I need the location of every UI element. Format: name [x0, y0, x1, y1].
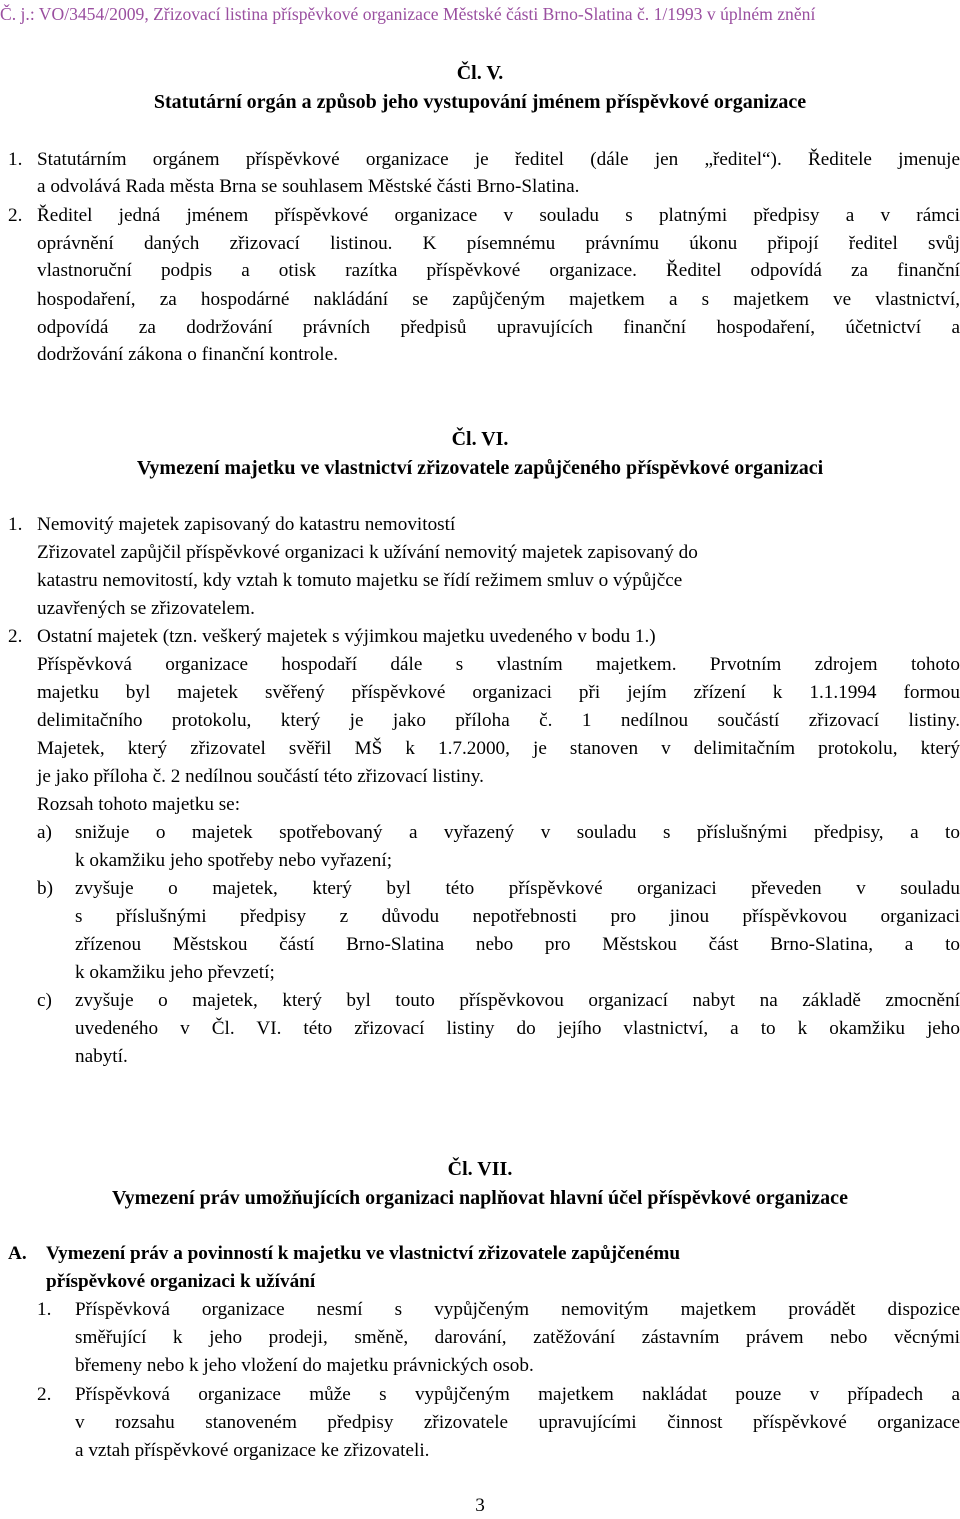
article-6-item-1-line: Zřizovatel zapůjčil příspěvkové organizaci k užívání nemovitý majetek zapisovaný do [37, 542, 698, 563]
section-a-item-1-number: 1. [37, 1299, 52, 1320]
article-5-title: Statutární orgán a způsob jeho vystupování jménem příspěvkové organizace [153, 91, 807, 113]
article-5-item-1-number: 1. [8, 149, 23, 170]
article-5-item-1-line: Statutárním orgánem příspěvkové organizace je ředitel (dále jen „ředitel“). Ředitele jmenuje [37, 149, 960, 170]
subitem-c-label: c) [37, 990, 52, 1011]
subitem-c-line: nabytí. [75, 1046, 128, 1067]
document-header: Č. j.: VO/3454/2009, Zřizovací listina příspěvkové organizace Městské části Brno-Slatina č. 1/1993 v úplném znění [0, 4, 816, 24]
article-5-item-1-line: a odvolává Rada města Brna se souhlasem Městské části Brno-Slatina. [37, 176, 580, 197]
section-a-item-1-line: směřující k jeho prodeji, směně, darování, zatěžování zástavním právem nebo věcnými [75, 1327, 960, 1348]
article-6-item-1-number: 1. [8, 514, 23, 535]
section-a-title-line: Vymezení práv a povinností k majetku ve vlastnictví zřizovatele zapůjčenému [46, 1243, 681, 1264]
section-a-label: A. [8, 1243, 27, 1264]
section-a-title-line: příspěvkové organizaci k užívání [46, 1271, 316, 1292]
article-6-item-2-line: majetku byl majetek svěřený příspěvkové organizaci při jejím zřízení k 1.1.1994 formou [37, 682, 960, 703]
article-5-item-2-line: hospodaření, za hospodárné nakládání se zapůjčeným majetkem a s majetkem ve vlastnictví, [37, 289, 960, 310]
article-5-item-2-line: Ředitel jedná jménem příspěvkové organizace v souladu s platnými předpisy a v rámci [37, 205, 960, 226]
article-6-item-2-heading: Ostatní majetek (tzn. veškerý majetek s výjimkou majetku uvedeného v bodu 1.) [37, 626, 656, 647]
subitem-a-line: snižuje o majetek spotřebovaný a vyřazený v souladu s příslušnými předpisy, a to [75, 822, 960, 843]
article-6-item-2-number: 2. [8, 626, 23, 647]
article-6-item-2-line: Majetek, který zřizovatel svěřil MŠ k 1.7.2000, je stanoven v delimitačním protokolu, který [37, 738, 960, 759]
article-6-item-2-line: Příspěvková organizace hospodaří dále s vlastním majetkem. Prvotním zdrojem tohoto [37, 654, 960, 675]
article-5-item-2-number: 2. [8, 205, 23, 226]
section-a-item-2-number: 2. [37, 1384, 52, 1405]
section-a-item-1-line: břemeny nebo k jeho vložení do majetku právnických osob. [75, 1355, 534, 1376]
article-6-item-1-line: katastru nemovitostí, kdy vztah k tomuto majetku se řídí režimem smluv o výpůjčce [37, 570, 683, 591]
subitem-c-line: zvyšuje o majetek, který byl touto příspěvkovou organizací nabyt na základě zmocnění [75, 990, 960, 1011]
subitem-b-line: zvyšuje o majetek, který byl této příspěvkové organizaci převeden v souladu [75, 878, 960, 899]
article-5-item-2-line: dodržování zákona o finanční kontrole. [37, 344, 339, 365]
article-6-item-1-heading: Nemovitý majetek zapisovaný do katastru nemovitostí [37, 514, 456, 535]
article-6-number: Čl. VI. [451, 428, 509, 450]
subitem-b-line: k okamžiku jeho převzetí; [75, 962, 275, 983]
article-6-item-2-line: Rozsah tohoto majetku se: [37, 794, 241, 815]
article-6-item-2-line: je jako příloha č. 2 nedílnou součástí této zřizovací listiny. [37, 766, 484, 787]
subitem-b-line: s příslušnými předpisy z důvodu nepotřebnosti pro jinou příspěvkovou organizaci [75, 906, 960, 927]
article-5-number: Čl. V. [456, 62, 504, 84]
page-number: 3 [475, 1495, 485, 1516]
section-a-item-2-line: Příspěvková organizace může s vypůjčeným majetkem nakládat pouze v případech a [75, 1384, 960, 1405]
section-a-item-1-line: Příspěvková organizace nesmí s vypůjčeným nemovitým majetkem provádět dispozice [75, 1299, 960, 1320]
article-5-item-2-line: odpovídá za dodržování právních předpisů upravujících finanční hospodaření, účetnictví a [37, 317, 960, 338]
subitem-b-label: b) [37, 878, 53, 899]
article-5-item-2-line: vlastnoruční podpis a otisk razítka příspěvkové organizace. Ředitel odpovídá za finanční [37, 260, 960, 281]
article-6-title: Vymezení majetku ve vlastnictví zřizovatele zapůjčeného příspěvkové organizaci [136, 457, 824, 479]
subitem-c-line: uvedeného v Čl. VI. této zřizovací listiny do jejího vlastnictví, a to k okamžiku jeho [75, 1018, 960, 1039]
subitem-a-label: a) [37, 822, 52, 843]
article-5-item-2-line: oprávnění daných zřizovací listinou. K písemnému právnímu úkonu připojí ředitel svůj [37, 233, 960, 254]
section-a-item-2-line: a vztah příspěvkové organizace ke zřizovateli. [75, 1440, 430, 1461]
section-a-item-2-line: v rozsahu stanoveném předpisy zřizovatele upravujícími činnost příspěvkové organizace [75, 1412, 960, 1433]
subitem-a-line: k okamžiku jeho spotřeby nebo vyřazení; [75, 850, 393, 871]
article-6-item-2-line: delimitačního protokolu, který je jako příloha č. 1 nedílnou součástí zřizovací listiny. [37, 710, 960, 731]
subitem-b-line: zřízenou Městskou částí Brno-Slatina nebo pro Městskou část Brno-Slatina, a to [75, 934, 960, 955]
article-7-number: Čl. VII. [447, 1158, 513, 1180]
article-6-item-1-line: uzavřených se zřizovatelem. [37, 598, 255, 619]
article-7-title: Vymezení práv umožňujících organizaci naplňovat hlavní účel příspěvkové organizace [112, 1187, 848, 1209]
